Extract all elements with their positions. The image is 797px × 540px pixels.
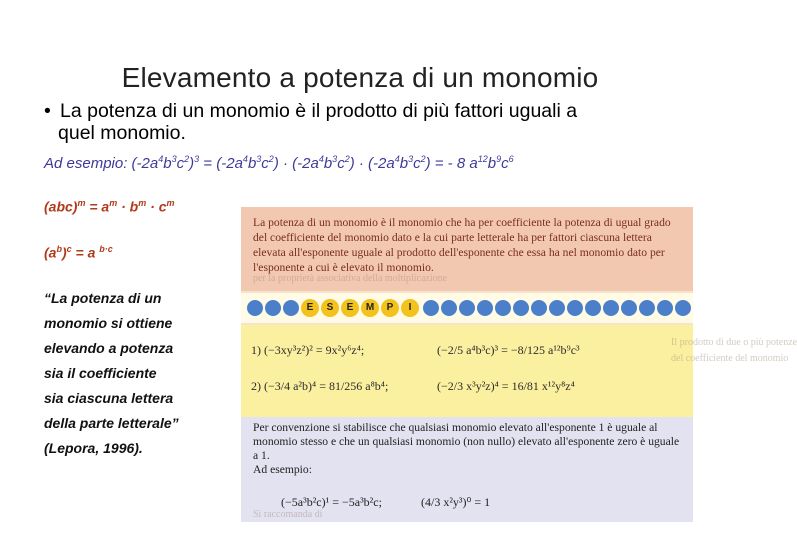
example-1: 1) (−3xy³z²)² = 9x²y⁶z⁴; — [251, 343, 365, 357]
quote-block — [44, 286, 244, 461]
ghost-text: Il prodotto di due o più potenze — [671, 337, 797, 348]
examples-box — [241, 325, 693, 417]
decor-dot — [585, 300, 601, 316]
decor-dot — [639, 300, 655, 316]
esempi-letter: I — [401, 299, 419, 317]
decor-dot — [603, 300, 619, 316]
decor-dot — [247, 300, 263, 316]
bullet-line-1: La potenza di un monomio è il prodotto di più fattori uguali a — [60, 100, 578, 122]
decor-dot — [283, 300, 299, 316]
decor-dot — [549, 300, 565, 316]
decor-dot — [621, 300, 637, 316]
quote-line: sia il coefficiente — [44, 365, 157, 381]
example-1b: (−2/5 a⁴b³c)³ = −8/125 a¹²b⁹c³ — [437, 343, 580, 357]
quote-line: monomio si ottiene — [44, 315, 173, 331]
example-prefix: Ad esempio: (-2a — [44, 155, 159, 172]
decor-dot — [657, 300, 673, 316]
example-line: Ad esempio: $(-2a^4b^3c^2)^3 = (-2a^4b^3c^2) \cdot (-2a^4b^3c^2) \cdot (-2a^4b^3c^2)$ = - 8 $a^{12}b^9c^6$ — [44, 154, 514, 172]
esempi-letter: S — [321, 299, 339, 317]
decor-dot — [441, 300, 457, 316]
quote-line: della parte letterale” — [44, 415, 179, 431]
quote-line: sia ciascuna lettera — [44, 390, 174, 406]
ghost-text: del coefficiente del monomio — [671, 353, 789, 364]
slide-title: Elevamento a potenza di un monomio — [121, 62, 599, 93]
decor-dot — [265, 300, 281, 316]
convention-text: Per convenzione si stabilisce che qualsiasi monomio elevato all'esponente 1 è uguale al monomio stesso e che un qualsiasi monomio (non nullo) elevato all'esponente zero è uguale a 1. Ad esempio: — [253, 421, 680, 476]
ghost-text: Si raccomanda di — [253, 509, 323, 520]
decor-dot — [675, 300, 691, 316]
bullet-line-2: quel monomio. — [58, 122, 186, 144]
decor-dot — [567, 300, 583, 316]
esempi-letter: E — [341, 299, 359, 317]
esempi-letter: E — [301, 299, 319, 317]
example-2b: (−2/3 x³y²z)⁴ = 16/81 x¹²y⁸z⁴ — [437, 379, 575, 393]
formula-power-of-power: $(a^b)^c = a$ $^{b\cdot c}$ — [44, 244, 113, 261]
convention-example-2: (4/3 x²y³)⁰ = 1 — [421, 495, 491, 509]
convention-example-1: (−5a³b²c)¹ = −5a³b²c; — [281, 495, 382, 509]
quote-line: elevando a potenza — [44, 340, 174, 356]
formula-product-power: $(abc)^m = a^m \cdot b^m \cdot c^m$ — [44, 198, 175, 215]
bullet-definition — [44, 100, 674, 144]
textbook-scan-image — [241, 207, 797, 522]
quote-citation: (Lepora, 1996). — [44, 440, 143, 456]
esempi-letter: M — [361, 299, 379, 317]
ad-esempio-label: Ad esempio: — [253, 463, 312, 476]
example-2: 2) (−3/4 a²b)⁴ = 81/256 a⁸b⁴; — [251, 379, 389, 393]
ghost-text: per la proprietà associativa della moltiplicazione — [253, 273, 448, 284]
decor-dot — [531, 300, 547, 316]
decor-dot — [423, 300, 439, 316]
quote-line: “La potenza di un — [44, 290, 162, 306]
bullet-dot: • — [44, 100, 51, 122]
decor-dot — [477, 300, 493, 316]
esempi-letter: P — [381, 299, 399, 317]
decor-dot — [495, 300, 511, 316]
decor-dot — [513, 300, 529, 316]
decor-dot — [459, 300, 475, 316]
definition-text: La potenza di un monomio è il monomio che ha per coefficiente la potenza di ugual grado del coefficiente del monomio dato e la cui parte letterale ha per fattori ciascuna lettera elevata all'esponente uguale al prodotto dell'esponente che essa ha nel monomio dato per l'esponente a cui è elevato il monomio. — [253, 216, 671, 274]
